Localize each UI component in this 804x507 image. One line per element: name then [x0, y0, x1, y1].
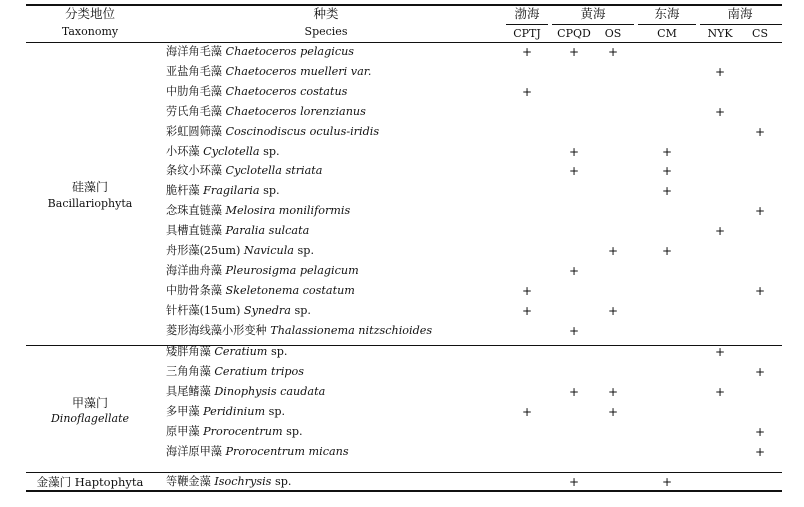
station-header: CM [657, 27, 677, 40]
taxonomy-header-cn: 分类地位 [64, 6, 116, 21]
presence-mark: + [568, 144, 580, 159]
presence-mark: + [607, 303, 619, 318]
species-name [166, 106, 366, 117]
species-suffix: sp. [293, 244, 314, 257]
presence-mark: + [521, 404, 533, 419]
species-latin-name: Chaetoceros pelagicus [225, 45, 355, 58]
species-name [166, 386, 325, 397]
station-header: OS [604, 27, 622, 40]
species-cn-name: 彩虹圆筛藻 [166, 124, 222, 138]
species-cn-name: 亚盐角毛藻 [166, 64, 222, 78]
species-latin-name: Navicula [243, 244, 294, 257]
sea-header: 渤海 [514, 6, 540, 21]
presence-mark: + [568, 263, 580, 278]
presence-mark: + [714, 64, 726, 79]
group-label-cn: 甲藻门 [71, 396, 109, 410]
species-cn-name: 海洋角毛藻 [166, 45, 222, 58]
species-name [166, 476, 291, 487]
sea-header: 黄海 [580, 6, 606, 21]
species-name [166, 426, 303, 437]
station-header: CPQD [557, 27, 591, 40]
group-divider-rule [26, 345, 782, 346]
species-latin-name: Fragilaria [203, 184, 260, 198]
species-name [166, 46, 354, 57]
species-name [166, 165, 322, 176]
species-name [166, 446, 349, 457]
species-cn-name: 海洋曲舟藻 [166, 263, 222, 277]
species-latin-name: Chaetoceros muelleri var. [225, 64, 372, 78]
species-cn-name: 念珠直链藻 [166, 204, 222, 218]
presence-mark: + [607, 244, 619, 258]
species-cn-name: 中肋骨条藻 [166, 283, 222, 297]
species-cn-name: 舟形藻(25um) [166, 244, 241, 257]
sea-underline [638, 24, 696, 25]
species-latin-name: Ceratium tripos [214, 364, 305, 378]
sea-underline [552, 24, 634, 25]
group-label-en: Bacillariophyta [47, 197, 133, 210]
species-name [166, 305, 311, 316]
species-name [166, 66, 371, 77]
species-cn-name: 菱形海线藻小形变种 [166, 323, 267, 337]
species-cn-name: 具槽直链藻 [166, 224, 222, 238]
species-name [166, 285, 355, 296]
presence-mark: + [521, 45, 533, 59]
station-header: CS [752, 27, 768, 40]
species-suffix: sp. [267, 345, 288, 358]
species-latin-name: Coscinodiscus oculus-iridis [225, 124, 380, 138]
presence-mark: + [568, 384, 580, 399]
species-latin-name: Dinophysis caudata [214, 384, 326, 398]
presence-mark: + [661, 184, 673, 199]
species-name [166, 265, 359, 276]
presence-mark: + [754, 364, 766, 379]
group-divider-rule [26, 472, 782, 473]
species-suffix: sp. [259, 144, 280, 158]
station-header: CPTJ [513, 27, 541, 40]
presence-mark: + [714, 104, 726, 119]
species-cn-name: 针杆藻(15um) [166, 303, 241, 317]
presence-mark: + [521, 283, 533, 298]
species-cn-name: 多甲藻 [166, 404, 200, 418]
group-label-en: Dinoflagellate [50, 412, 130, 425]
presence-mark: + [754, 204, 766, 219]
presence-mark: + [568, 323, 580, 338]
presence-mark: + [661, 144, 673, 159]
species-suffix: sp. [259, 184, 280, 198]
group-label-cn: 硅藻门 [71, 180, 109, 194]
species-latin-name: Paralia sulcata [225, 224, 310, 238]
species-cn-name: 脆杆藻 [166, 184, 200, 198]
presence-mark: + [714, 224, 726, 239]
species-cn-name: 劳氏角毛藻 [166, 104, 222, 118]
presence-mark: + [754, 444, 766, 459]
species-suffix: sp. [271, 475, 292, 488]
bottom-rule [26, 490, 782, 492]
species-cn-name: 具尾鳍藻 [166, 384, 211, 398]
species-latin-name: Peridinium [203, 404, 266, 418]
species-name [166, 366, 304, 377]
species-cn-name: 小环藻 [166, 144, 200, 158]
species-suffix: sp. [290, 303, 311, 317]
species-latin-name: Isochrysis [214, 475, 272, 488]
species-suffix: sp. [265, 404, 286, 418]
presence-mark: + [521, 84, 533, 99]
sea-header: 东海 [654, 6, 680, 21]
species-cn-name: 等鞭金藻 [166, 475, 211, 488]
species-name [166, 146, 280, 157]
presence-mark: + [714, 345, 726, 359]
species-header-en: Species [304, 25, 348, 38]
header-bottom-rule [26, 42, 782, 43]
presence-mark: + [568, 45, 580, 59]
species-name [166, 406, 285, 417]
species-latin-name: Prorocentrum micans [225, 444, 349, 458]
presence-mark: + [607, 384, 619, 399]
presence-mark: + [754, 424, 766, 439]
group-label-cn: 金藻门 Haptophyta [36, 475, 144, 489]
presence-mark: + [521, 303, 533, 318]
species-latin-name: Cyclotella striata [225, 164, 323, 178]
species-latin-name: Pleurosigma pelagicum [225, 263, 359, 277]
species-latin-name: Melosira moniliformis [225, 204, 351, 218]
species-cn-name: 条纹小环藻 [166, 164, 222, 178]
species-latin-name: Synedra [243, 303, 291, 317]
species-cn-name: 原甲藻 [166, 424, 200, 438]
species-cn-name: 三角角藻 [166, 364, 211, 378]
species-latin-name: Cyclotella [203, 144, 260, 158]
species-name [166, 205, 350, 216]
sea-underline [700, 24, 782, 25]
species-latin-name: Chaetoceros costatus [225, 84, 348, 98]
presence-mark: + [661, 164, 673, 179]
species-name [166, 225, 309, 236]
presence-mark: + [568, 475, 580, 489]
species-suffix: sp. [282, 424, 303, 438]
presence-mark: + [754, 283, 766, 298]
taxonomy-header-en: Taxonomy [61, 25, 119, 38]
presence-mark: + [607, 404, 619, 419]
sea-underline [506, 24, 548, 25]
species-latin-name: Chaetoceros lorenzianus [225, 104, 366, 118]
presence-mark: + [714, 384, 726, 399]
species-latin-name: Skeletonema costatum [225, 283, 355, 297]
species-name [166, 245, 314, 256]
species-cn-name: 海洋原甲藻 [166, 444, 222, 458]
presence-mark: + [661, 244, 673, 258]
species-latin-name: Prorocentrum [203, 424, 283, 438]
station-header: NYK [707, 27, 733, 40]
presence-mark: + [607, 45, 619, 59]
species-header-cn: 种类 [313, 6, 339, 21]
species-latin-name: Ceratium [214, 345, 268, 358]
species-name [166, 126, 379, 137]
presence-mark: + [754, 124, 766, 139]
presence-mark: + [661, 475, 673, 489]
species-name [166, 346, 287, 357]
species-name [166, 86, 347, 97]
sea-header: 南海 [727, 6, 753, 21]
species-name [166, 185, 280, 196]
species-latin-name: Thalassionema nitzschioides [270, 323, 433, 337]
species-cn-name: 矮胖角藻 [166, 345, 211, 358]
species-name [166, 325, 432, 336]
presence-mark: + [568, 164, 580, 179]
species-cn-name: 中肋角毛藻 [166, 84, 222, 98]
